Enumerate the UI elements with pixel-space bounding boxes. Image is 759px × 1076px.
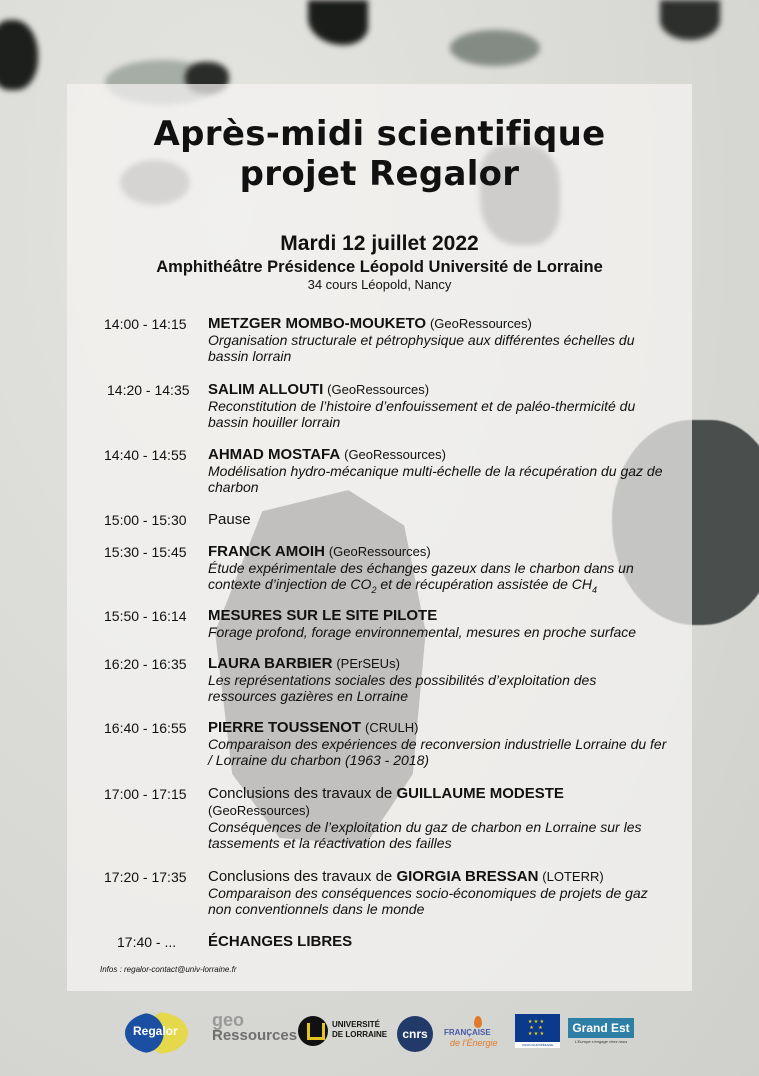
georessources-logo bbox=[212, 1010, 298, 1054]
program-time: 16:20 - 16:35 bbox=[104, 656, 187, 672]
poster-card bbox=[67, 84, 692, 991]
program-details bbox=[208, 655, 668, 704]
program-time: 15:00 - 15:30 bbox=[104, 512, 187, 528]
program-time: 15:50 - 16:14 bbox=[104, 608, 187, 624]
eu-flag-logo bbox=[515, 1014, 560, 1048]
program-details bbox=[208, 719, 668, 768]
event-address: 34 cours Léopold, Nancy bbox=[307, 277, 452, 292]
program-time: 16:40 - 16:55 bbox=[104, 720, 187, 736]
regalor-logo bbox=[125, 1012, 188, 1054]
program-time: 14:40 - 14:55 bbox=[104, 447, 187, 463]
ul-emblem-icon bbox=[298, 1016, 328, 1046]
speaker-name: GUILLAUME MODESTE bbox=[396, 785, 564, 802]
francaise-energie-logo bbox=[444, 1016, 506, 1054]
speaker-name: METZGER MOMBO-MOUKETO bbox=[208, 315, 427, 332]
talk-title: Comparaison des conséquences socio-économiques de projets de gaz non conventionnels dans le monde bbox=[208, 885, 648, 917]
grand-est-logo bbox=[568, 1018, 634, 1048]
speaker-lab: (GeoRessources) bbox=[429, 316, 532, 331]
program-details bbox=[208, 511, 668, 528]
regalor-logo-text: Regalor bbox=[133, 1024, 178, 1038]
program-details bbox=[208, 868, 668, 917]
talk-title: Reconstitution de l’histoire d’enfouissement et de paléo-thermicité du bassin houiller lorrain bbox=[208, 398, 636, 430]
program-time: 15:30 - 15:45 bbox=[104, 544, 187, 560]
talk-title: Conséquences de l’exploitation du gaz de charbon en Lorraine sur les tassements et la réactivation des failles bbox=[208, 819, 642, 851]
talk-title: Forage profond, forage environnemental, mesures en proche surface bbox=[208, 624, 637, 640]
speaker-name: GIORGIA BRESSAN bbox=[396, 868, 539, 885]
program-details bbox=[208, 381, 668, 430]
program-time: 14:20 - 14:35 bbox=[107, 382, 190, 398]
speaker-name: LAURA BARBIER bbox=[208, 655, 333, 672]
talk-title: Organisation structurale et pétrophysique aux différentes échelles du bassin lorrain bbox=[208, 332, 635, 364]
subscript: 4 bbox=[592, 584, 598, 595]
fde-line1: FRANÇAISE bbox=[444, 1028, 491, 1037]
grand-est-name: Grand Est bbox=[568, 1018, 634, 1038]
talk-title-part: Étude expérimentale des échanges gazeux dans le charbon dans un contexte d’injection de CO bbox=[208, 560, 634, 592]
program-time: 17:40 - ... bbox=[117, 934, 177, 950]
ul-logo-text: UNIVERSITÉ DE LORRAINE bbox=[332, 1020, 388, 1039]
program-details bbox=[208, 785, 668, 851]
program-details bbox=[208, 446, 668, 495]
poster-title bbox=[67, 114, 692, 194]
program-details bbox=[208, 315, 668, 364]
fde-line2: de l’Énergie bbox=[450, 1038, 498, 1048]
speaker-lab: (GeoRessources) bbox=[208, 803, 310, 818]
speaker-name: FRANCK AMOIH bbox=[208, 543, 325, 560]
eu-stars-icon: ★ ★ ★ ★ ★ ★ ★ ★ bbox=[527, 1019, 545, 1037]
speaker-name: AHMAD MOSTAFA bbox=[208, 446, 341, 463]
eu-caption: UNION EUROPÉENNE bbox=[515, 1042, 560, 1048]
coal-rock-image bbox=[660, 0, 720, 40]
program-time: 17:00 - 17:15 bbox=[104, 786, 187, 802]
speaker-lab: (PErSEUs) bbox=[336, 656, 400, 671]
speaker-name: ÉCHANGES LIBRES bbox=[208, 933, 353, 950]
universite-lorraine-logo bbox=[298, 1016, 388, 1048]
talk-title-part: et de récupération assistée de CH bbox=[376, 576, 593, 592]
talk-title: Comparaison des expériences de reconversion industrielle Lorraine du fer / Lorraine du charbon (1963 - 2018) bbox=[208, 736, 667, 768]
title-line-1: Après-midi scientifique bbox=[153, 114, 606, 154]
speaker-lab: (GeoRessources) bbox=[327, 382, 430, 397]
speaker-lab: (GeoRessources) bbox=[328, 544, 431, 559]
partner-logos bbox=[0, 1008, 759, 1058]
title-line-2: projet Regalor bbox=[239, 154, 520, 194]
speaker-name: MESURES SUR LE SITE PILOTE bbox=[208, 607, 438, 624]
program-details bbox=[208, 933, 668, 950]
program-prefix: Conclusions des travaux de bbox=[208, 785, 397, 802]
flame-icon bbox=[474, 1016, 482, 1028]
program-details bbox=[208, 543, 668, 598]
event-date: Mardi 12 juillet 2022 bbox=[280, 232, 479, 255]
geo-logo-line1: geo bbox=[212, 1010, 245, 1030]
event-venue: Amphithéâtre Présidence Léopold Université de Lorraine bbox=[156, 258, 603, 276]
geo-logo-line2: Ressources bbox=[212, 1027, 298, 1044]
stone-image bbox=[450, 30, 540, 66]
subscript: 2 bbox=[371, 584, 377, 595]
grand-est-tagline: L’Europe s’engage chez nous bbox=[574, 1039, 628, 1044]
speaker-lab: (GeoRessources) bbox=[344, 447, 446, 462]
speaker-lab: (CRULH) bbox=[364, 720, 419, 735]
program-prefix: Conclusions des travaux de bbox=[208, 868, 397, 885]
program-time: 17:20 - 17:35 bbox=[104, 869, 187, 885]
program-time: 14:00 - 14:15 bbox=[104, 316, 187, 332]
speaker-name: SALIM ALLOUTI bbox=[208, 381, 324, 398]
speaker-lab: (LOTERR) bbox=[542, 869, 604, 884]
talk-title bbox=[208, 560, 668, 598]
program-details bbox=[208, 607, 668, 640]
talk-title: Modélisation hydro-mécanique multi-échelle de la récupération du gaz de charbon bbox=[208, 463, 663, 495]
contact-info: Infos : regalor-contact@univ-lorraine.fr bbox=[100, 965, 237, 974]
program-break: Pause bbox=[208, 511, 251, 528]
cnrs-logo: cnrs bbox=[397, 1016, 433, 1052]
talk-title: Les représentations sociales des possibilités d’exploitation des ressources gazières en Lorraine bbox=[208, 672, 597, 704]
speaker-name: PIERRE TOUSSENOT bbox=[208, 719, 362, 736]
